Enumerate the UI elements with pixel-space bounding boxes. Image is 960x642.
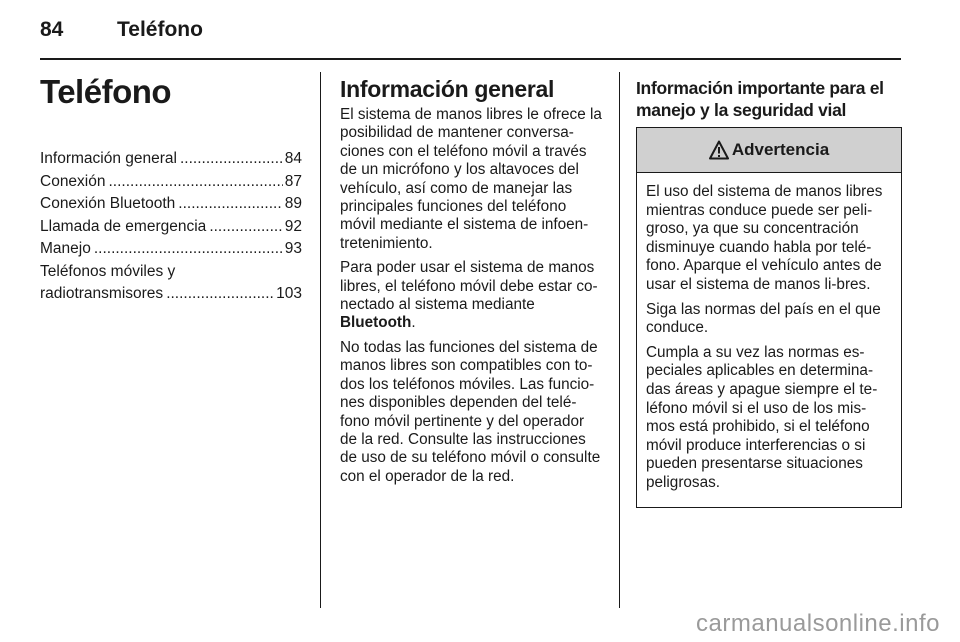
header-rule xyxy=(40,58,901,60)
toc-leader xyxy=(209,216,282,239)
warning-box xyxy=(636,127,902,508)
toc-entry-title: Información general xyxy=(40,150,177,167)
column-divider xyxy=(320,72,321,608)
toc-leader xyxy=(109,171,283,194)
warning-paragraph: Cumpla a su vez las normas es-peciales aplicables en determina-das áreas y apague siempre el te-léfono móvil si el uso de los mis-mos está prohibido, si el teléfono móvil produce interferencias o si pueden presentarse situaciones peligrosas. xyxy=(646,343,878,491)
body-paragraph: El sistema de manos libres le ofrece la posibilidad de mantener conversa-ciones con el teléfono móvil a través de un micrófono y los altavoces del vehículo, así como de manejar las principales funciones del teléfono móvil mediante el sistema de infoen-tretenimiento. xyxy=(340,106,602,252)
toc-entry-page: 89 xyxy=(284,195,302,212)
paragraph-end: . xyxy=(411,314,416,332)
warning-triangle-icon xyxy=(709,140,729,160)
bluetooth-term: Bluetooth xyxy=(340,314,412,332)
warning-header xyxy=(637,128,901,173)
body-paragraph: No todas las funciones del sistema de manos libres son compatibles con to-dos los teléfonos móviles. Las funcio-nes disponibles dependen del telé-fono móvil pertinente y del operador de la red. Consulte las instrucciones de uso de su teléfono móvil o consulte con el operador de la red. xyxy=(340,338,601,485)
toc-entry-page: 84 xyxy=(284,150,302,167)
body-paragraph xyxy=(340,259,604,333)
toc-entry-page: 93 xyxy=(284,240,302,257)
toc-entry-title-line1: Teléfonos móviles y xyxy=(40,262,176,280)
safety-column xyxy=(636,77,902,508)
toc-entry-title: Conexión Bluetooth xyxy=(40,195,176,212)
general-info-column xyxy=(340,76,604,492)
warning-body xyxy=(637,173,901,507)
toc-leader xyxy=(180,148,283,171)
paragraph-text: Para poder usar el sistema de manos libres, el teléfono móvil debe estar co-nectado al sistema mediante xyxy=(340,259,598,314)
warning-paragraph: El uso del sistema de manos libres mientras conduce puede ser peli-groso, ya que su concentración disminuye cuando habla por telé-fono. Aparque el vehículo antes de usar el sistema de manos li-bres. xyxy=(646,183,883,293)
warning-paragraph: Siga las normas del país en el que conduce. xyxy=(646,300,881,337)
warning-title: Advertencia xyxy=(731,140,830,159)
toc-entry[interactable] xyxy=(40,193,302,216)
toc-leader xyxy=(166,283,274,306)
page-number: 84 xyxy=(40,18,64,41)
toc-leader xyxy=(94,238,283,261)
column-divider xyxy=(619,72,620,608)
toc-entry[interactable] xyxy=(40,148,302,171)
section-heading: Información general xyxy=(340,76,555,102)
toc-entry-title: Conexión xyxy=(40,172,106,190)
toc-entry-title: Llamada de emergencia xyxy=(40,217,207,235)
toc-entry[interactable] xyxy=(40,261,302,306)
toc-entry[interactable] xyxy=(40,216,302,239)
chapter-title: Teléfono xyxy=(40,73,172,110)
toc-entry-page: 87 xyxy=(284,172,302,190)
toc-entry-title: Manejo xyxy=(40,240,91,257)
watermark: carmanualsonline.info xyxy=(696,610,940,637)
toc-leader xyxy=(178,193,282,216)
table-of-contents xyxy=(40,148,302,306)
toc-entry[interactable] xyxy=(40,171,302,194)
subsection-heading: Información importante para el manejo y la seguridad vial xyxy=(636,78,884,120)
toc-entry-title: radiotransmisores xyxy=(40,285,164,302)
toc-entry-page: 103 xyxy=(276,285,302,302)
running-title: Teléfono xyxy=(117,18,203,41)
toc-entry-page: 92 xyxy=(284,217,302,235)
chapter-column xyxy=(40,72,302,306)
toc-entry[interactable] xyxy=(40,238,302,261)
